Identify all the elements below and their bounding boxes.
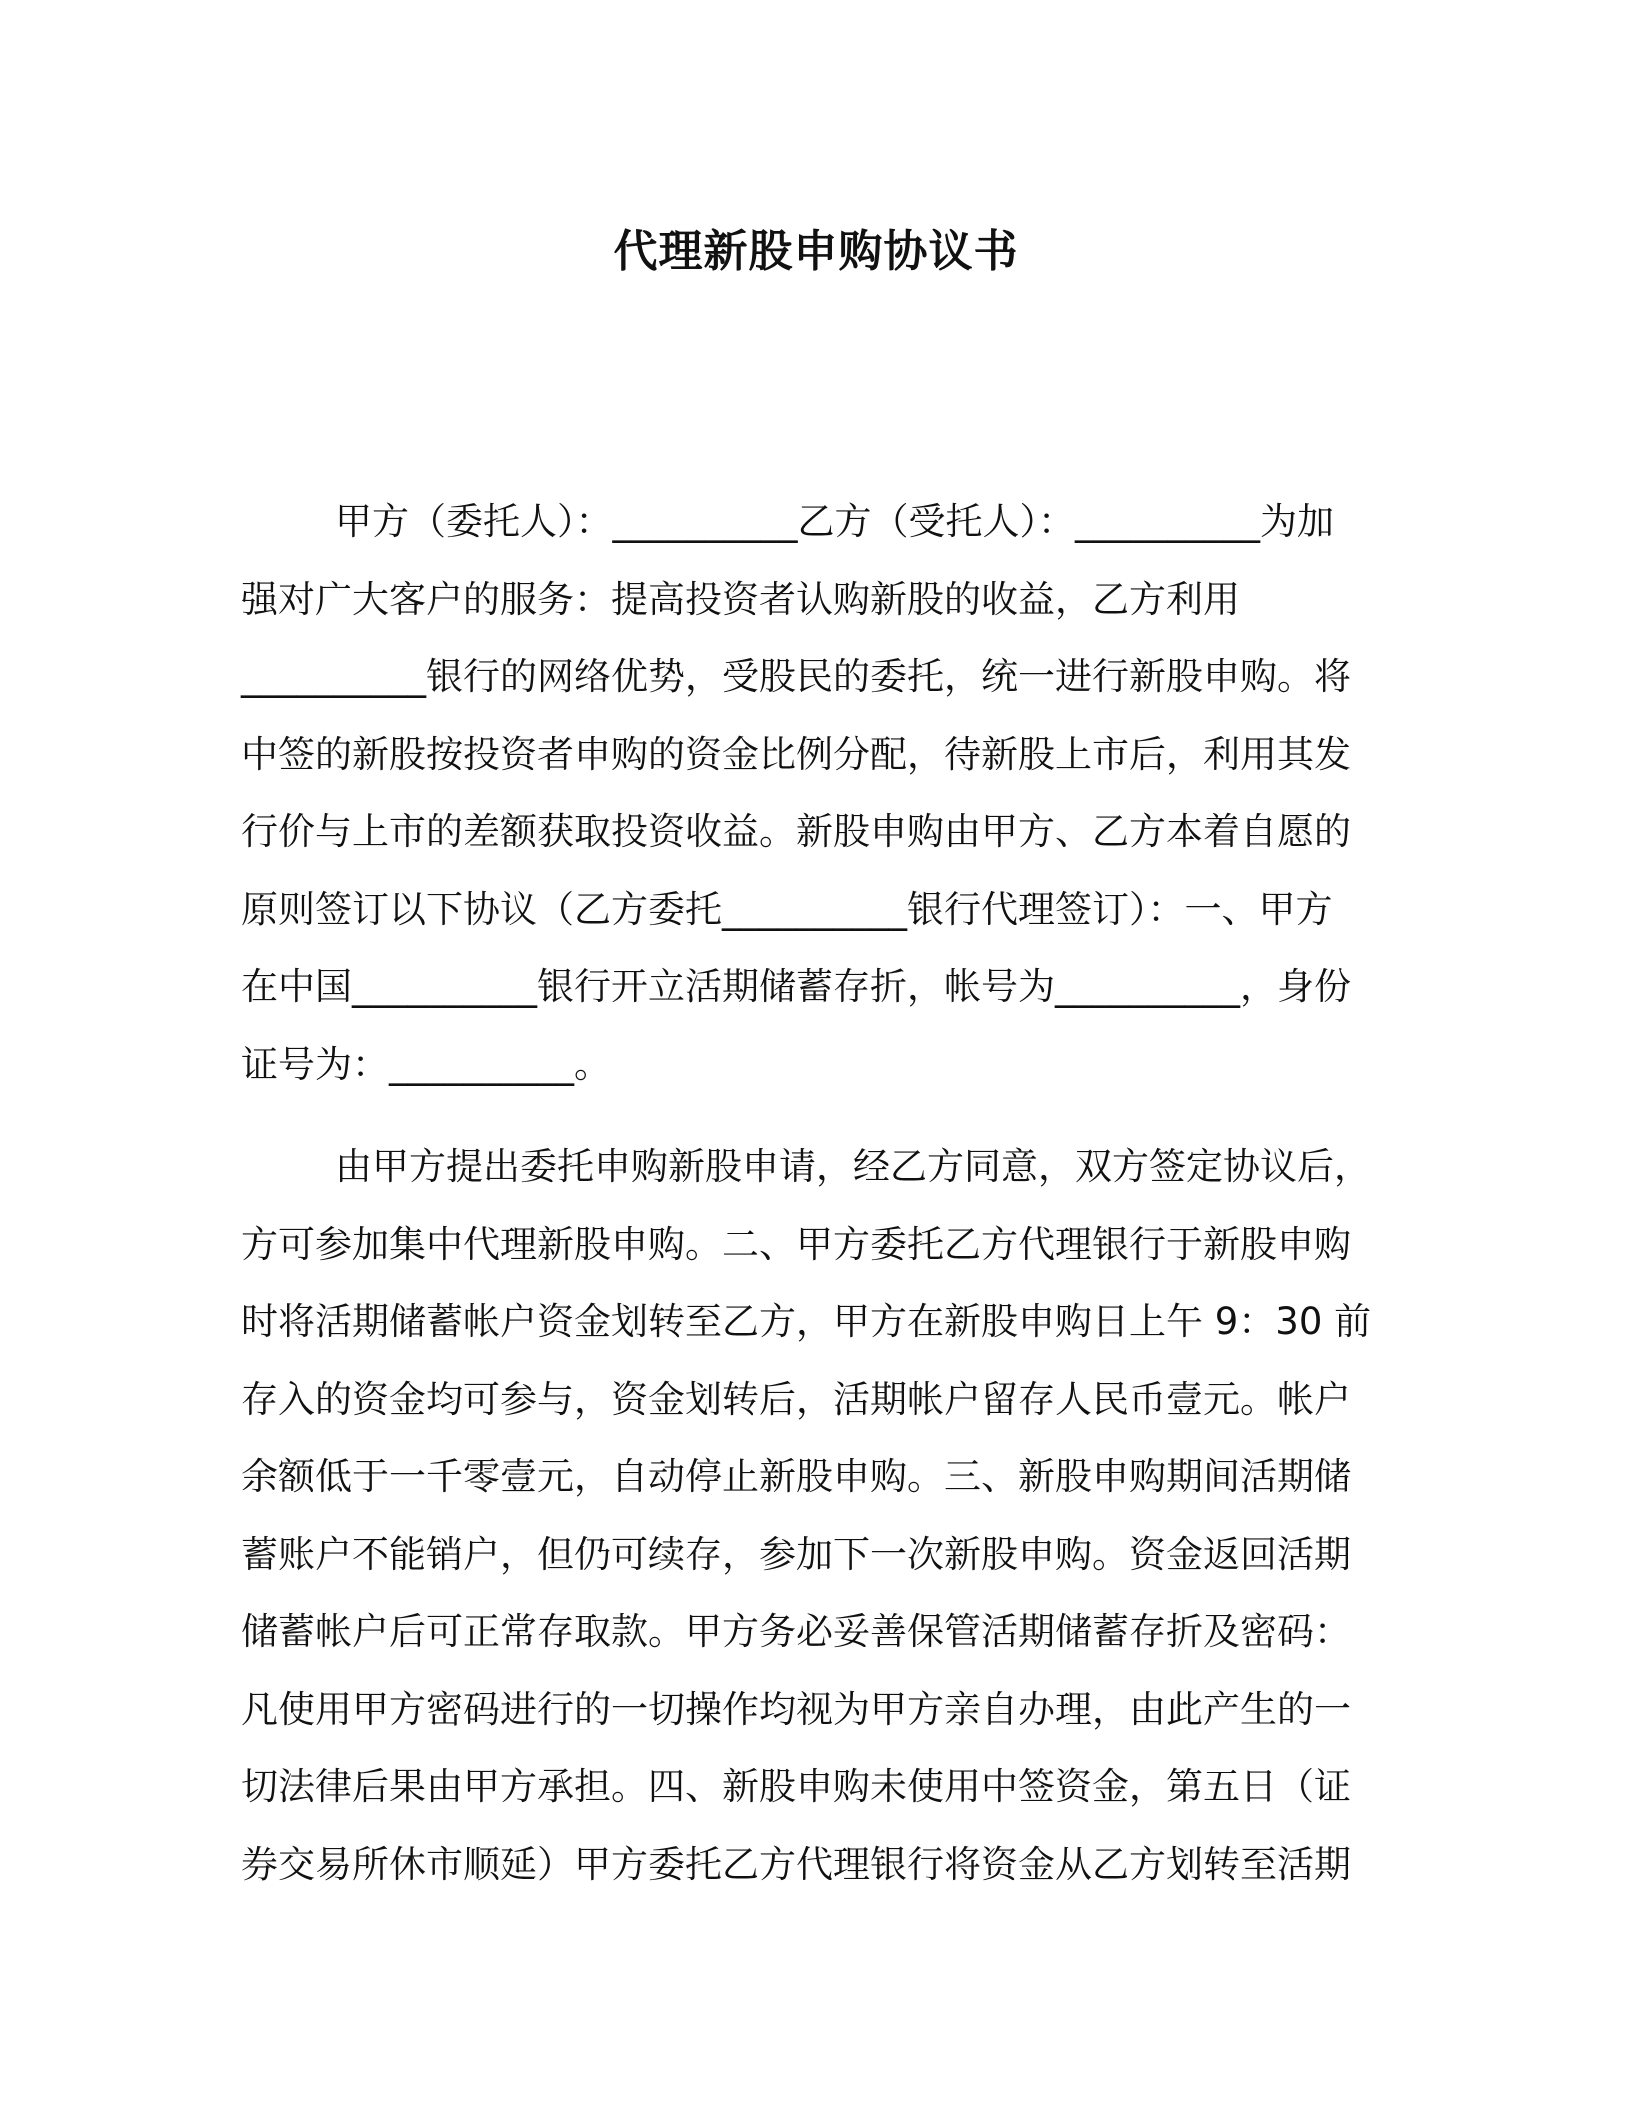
- paragraph-line: 券交易所休市顺延）甲方委托乙方代理银行将资金从乙方划转至活期: [241, 1842, 1351, 1886]
- paragraph-line: 余额低于一千零壹元，自动停止新股申购。三、新股申购期间活期储: [241, 1455, 1351, 1498]
- paragraph-1: [241, 483, 1376, 1103]
- paragraph-line: 蓄账户不能销户，但仍可续存，参加下一次新股申购。资金返回活期: [241, 1532, 1351, 1576]
- paragraph-line: 在中国__________银行开立活期储蓄存折，帐号为__________，身份: [241, 965, 1351, 1008]
- paragraph-line: __________银行的网络优势，受股民的委托，统一进行新股申购。将: [241, 655, 1351, 698]
- paragraph-line: 存入的资金均可参与，资金划转后，活期帐户留存人民币壹元。帐户: [241, 1377, 1351, 1421]
- paragraph-line: 中签的新股按投资者申购的资金比例分配，待新股上市后，利用其发: [241, 732, 1351, 776]
- paragraph-2: [241, 1128, 1376, 1903]
- paragraph-line: 原则签订以下协议（乙方委托__________银行代理签订）：一、甲方: [241, 887, 1333, 931]
- paragraph-line: 证号为：__________。: [241, 1042, 611, 1086]
- paragraph-line: 由甲方提出委托申购新股申请，经乙方同意，双方签定协议后，: [335, 1145, 1371, 1188]
- paragraph-line: 方可参加集中代理新股申购。二、甲方委托乙方代理银行于新股申购: [241, 1222, 1351, 1266]
- paragraph-line: 储蓄帐户后可正常存取款。甲方务必妥善保管活期储蓄存折及密码：: [241, 1610, 1351, 1653]
- paragraph-line: 凡使用甲方密码进行的一切操作均视为甲方亲自办理，由此产生的一: [241, 1687, 1351, 1731]
- paragraph-line: 切法律后果由甲方承担。四、新股申购未使用中签资金，第五日（证: [241, 1765, 1351, 1808]
- paragraph-line: 行价与上市的差额获取投资收益。新股申购由甲方、乙方本着自愿的: [241, 810, 1351, 853]
- paragraph-line: 强对广大客户的服务：提高投资者认购新股的收益，乙方利用: [241, 577, 1240, 621]
- paragraph-line: 时将活期储蓄帐户资金划转至乙方，甲方在新股申购日上午 9：30 前: [241, 1300, 1372, 1343]
- paragraph-line: 甲方（委托人）：__________乙方（受托人）：__________为加: [335, 500, 1334, 543]
- document-title: 代理新股申购协议书: [613, 226, 1019, 277]
